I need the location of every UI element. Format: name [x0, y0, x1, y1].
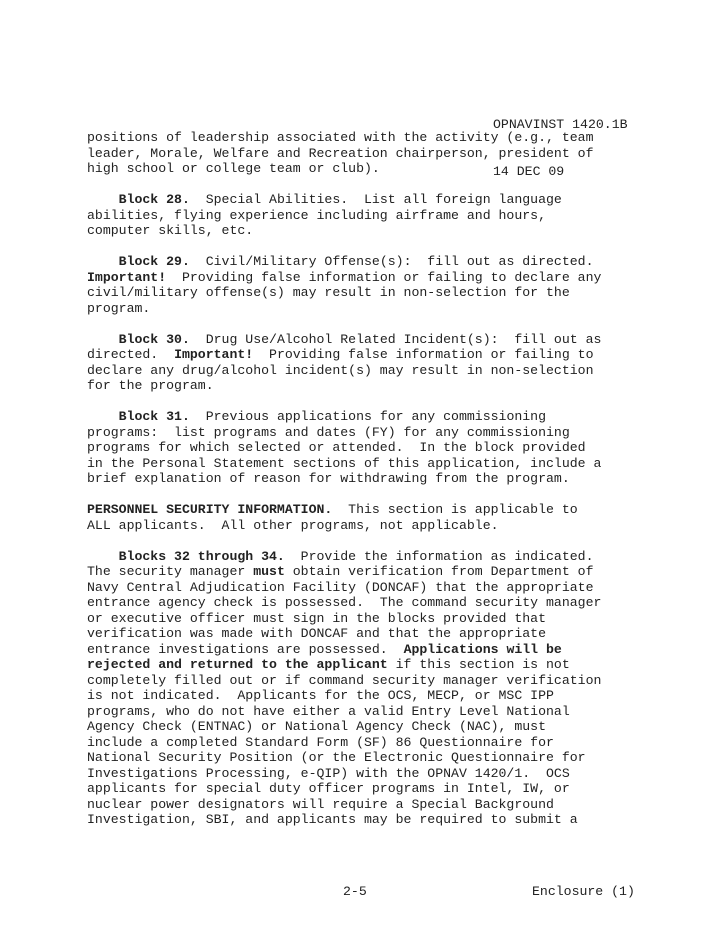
bold-text: Block 29. — [118, 254, 190, 269]
paragraph-p6 — [87, 549, 657, 828]
bold-text: Block 28. — [118, 192, 190, 207]
text-run: if this section is not completely filled out or if command security manager verification is not indicated. Applicants for the OCS, MECP, or MSC IPP programs, who do not have either a valid Entry Level National Agency Check (ENTNAC) or National Agency Check (NAC), must include a completed Standard Form (SF) 86 Questionnaire for National Security Position (or the Electronic Questionnaire for Investigations Processing, e-QIP) with the OPNAV 1420/1. OCS applicants for special duty officer programs in Intel, IW, or nuclear power designators will require a Special Background Investigation, SBI, and applicants may be required to submit a — [87, 657, 602, 827]
bold-text: Applications will be rejected and returned to the applicant — [87, 641, 562, 672]
text-run: Previous applications for any commissioning programs: list programs and dates (FY) for any commissioning programs for which selected or attended. In the block provided in the Personal Statement sections of this application, include a brief explanation of reason for withdrawing from the program. — [87, 409, 602, 486]
text-run: Special Abilities. List all foreign language abilities, flying experience including airframe and hours, computer skills, etc. — [87, 192, 562, 238]
text-run: Drug Use/Alcohol Related Incident(s): fill out as directed. — [87, 331, 602, 362]
text-run: Providing false information or failing to declare any drug/alcohol incident(s) may result in non-selection for the program. — [87, 347, 594, 393]
text-run — [87, 332, 119, 347]
text-run: positions of leadership associated with the activity (e.g., team leader, Morale, Welfare and Recreation chairperson, president of high school or college team or club). — [87, 130, 594, 176]
bold-text: PERSONNEL SECURITY INFORMATION. — [87, 502, 333, 517]
paragraph-p4 — [87, 409, 657, 487]
bold-text: Blocks 32 through 34. — [118, 548, 285, 564]
bold-text: Important! — [174, 347, 254, 362]
text-run: Providing false information or failing to declare any civil/military offense(s) may result in non-selection for the program. — [87, 269, 602, 316]
bold-text: Important! — [87, 269, 167, 285]
instruction-date: 14 DEC 09 — [493, 163, 565, 179]
text-run — [87, 409, 119, 424]
document-body — [87, 130, 657, 843]
text-run: This section is applicable to ALL applicants. All other programs, not applicable. — [87, 502, 578, 533]
instruction-number: OPNAVINST 1420.1B — [493, 117, 628, 132]
text-run: Provide the information as indicated. The security manager — [87, 548, 594, 579]
bold-text: must — [253, 564, 285, 579]
paragraph-p5 — [87, 502, 657, 533]
text-run — [87, 254, 119, 269]
paragraph-p3 — [87, 332, 657, 394]
text-run: Civil/Military Offense(s): fill out as directed. — [205, 254, 594, 269]
bold-text: Block 31. — [118, 409, 190, 424]
paragraph-p0 — [87, 130, 657, 177]
enclosure-label: Enclosure (1) — [532, 884, 635, 899]
text-run: obtain verification from Department of Navy Central Adjudication Facility (DONCAF) that the appropriate entrance agency check is possessed. The command security manager or executive officer must sign in the blocks provided that verification was made with DONCAF and that the appropriate entrance investigations are possessed. — [87, 564, 602, 657]
page-number: 2-5 — [343, 884, 367, 899]
bold-text: Block 30. — [118, 331, 190, 347]
text-run — [87, 549, 119, 564]
paragraph-p2 — [87, 254, 657, 316]
text-run — [87, 192, 119, 207]
paragraph-p1 — [87, 192, 657, 239]
